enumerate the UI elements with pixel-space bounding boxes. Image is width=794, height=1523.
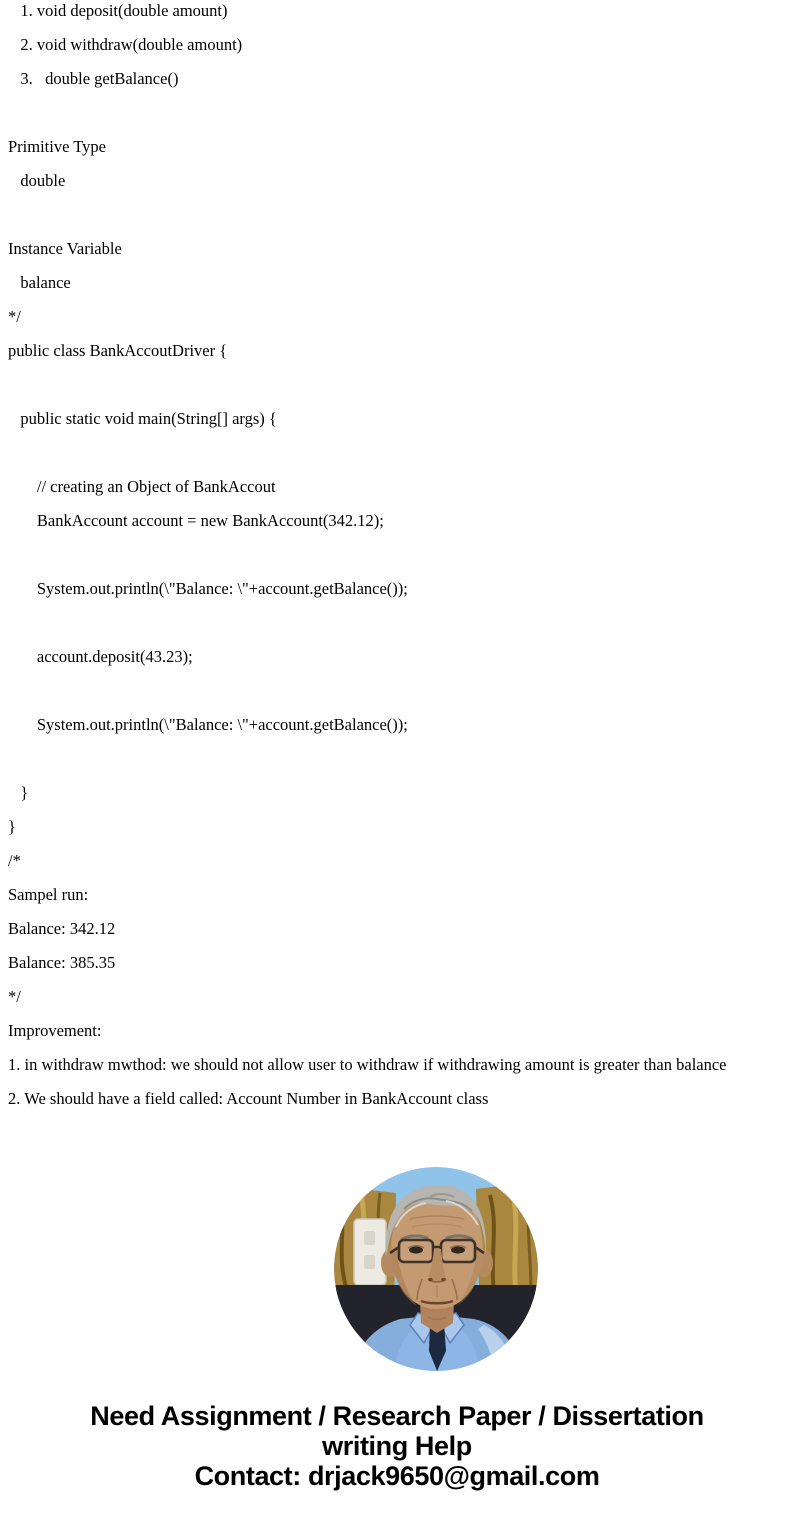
text-line: */ bbox=[8, 307, 21, 326]
text-line: account.deposit(43.23); bbox=[8, 647, 193, 666]
text-line: double bbox=[8, 171, 66, 190]
text-line bbox=[8, 198, 786, 232]
text-line: 2. void withdraw(double amount) bbox=[8, 35, 243, 54]
text-line: Sampel run: bbox=[8, 885, 89, 904]
text-line bbox=[8, 606, 786, 640]
text-line: Improvement: bbox=[8, 1021, 102, 1040]
text-line: balance bbox=[8, 273, 71, 292]
text-line: } bbox=[8, 817, 16, 836]
text-line bbox=[8, 538, 786, 572]
text-line: 1. in withdraw mwthod: we should not allow user to withdraw if withdrawing amount is greater than balance bbox=[8, 1055, 727, 1074]
text-line: System.out.println(\"Balance: \"+account.getBalance()); bbox=[8, 715, 408, 734]
text-line: Balance: 385.35 bbox=[8, 953, 116, 972]
text-line bbox=[8, 96, 786, 130]
text-line: 2. We should have a field called: Account Number in BankAccount class bbox=[8, 1089, 489, 1108]
text-line: public static void main(String[] args) { bbox=[8, 409, 277, 428]
text-line: /* bbox=[8, 851, 21, 870]
document-text bbox=[8, 0, 786, 1116]
text-line: Primitive Type bbox=[8, 137, 106, 156]
text-line bbox=[8, 436, 786, 470]
text-line bbox=[8, 674, 786, 708]
help-heading-line: Need Assignment / Research Paper / Dissertation bbox=[90, 1401, 704, 1431]
switch-plate bbox=[354, 1219, 386, 1285]
footer-banner bbox=[0, 1401, 794, 1491]
text-line: Balance: 342.12 bbox=[8, 919, 116, 938]
text-line: 3. double getBalance() bbox=[8, 69, 179, 88]
text-line bbox=[8, 742, 786, 776]
text-line: System.out.println(\"Balance: \"+account.getBalance()); bbox=[8, 579, 408, 598]
text-line: */ bbox=[8, 987, 21, 1006]
portrait-photo bbox=[334, 1167, 538, 1371]
contact-line: Contact: drjack9650@gmail.com bbox=[194, 1461, 600, 1491]
text-line: BankAccount account = new BankAccount(342.12); bbox=[8, 511, 384, 530]
text-line: // creating an Object of BankAccout bbox=[8, 477, 276, 496]
portrait-illustration bbox=[334, 1167, 538, 1371]
help-heading-line: writing Help bbox=[322, 1431, 472, 1461]
text-line: public class BankAccoutDriver { bbox=[8, 341, 228, 360]
text-line: } bbox=[8, 783, 29, 802]
text-line: Instance Variable bbox=[8, 239, 122, 258]
text-line bbox=[8, 368, 786, 402]
text-line: 1. void deposit(double amount) bbox=[8, 1, 228, 20]
